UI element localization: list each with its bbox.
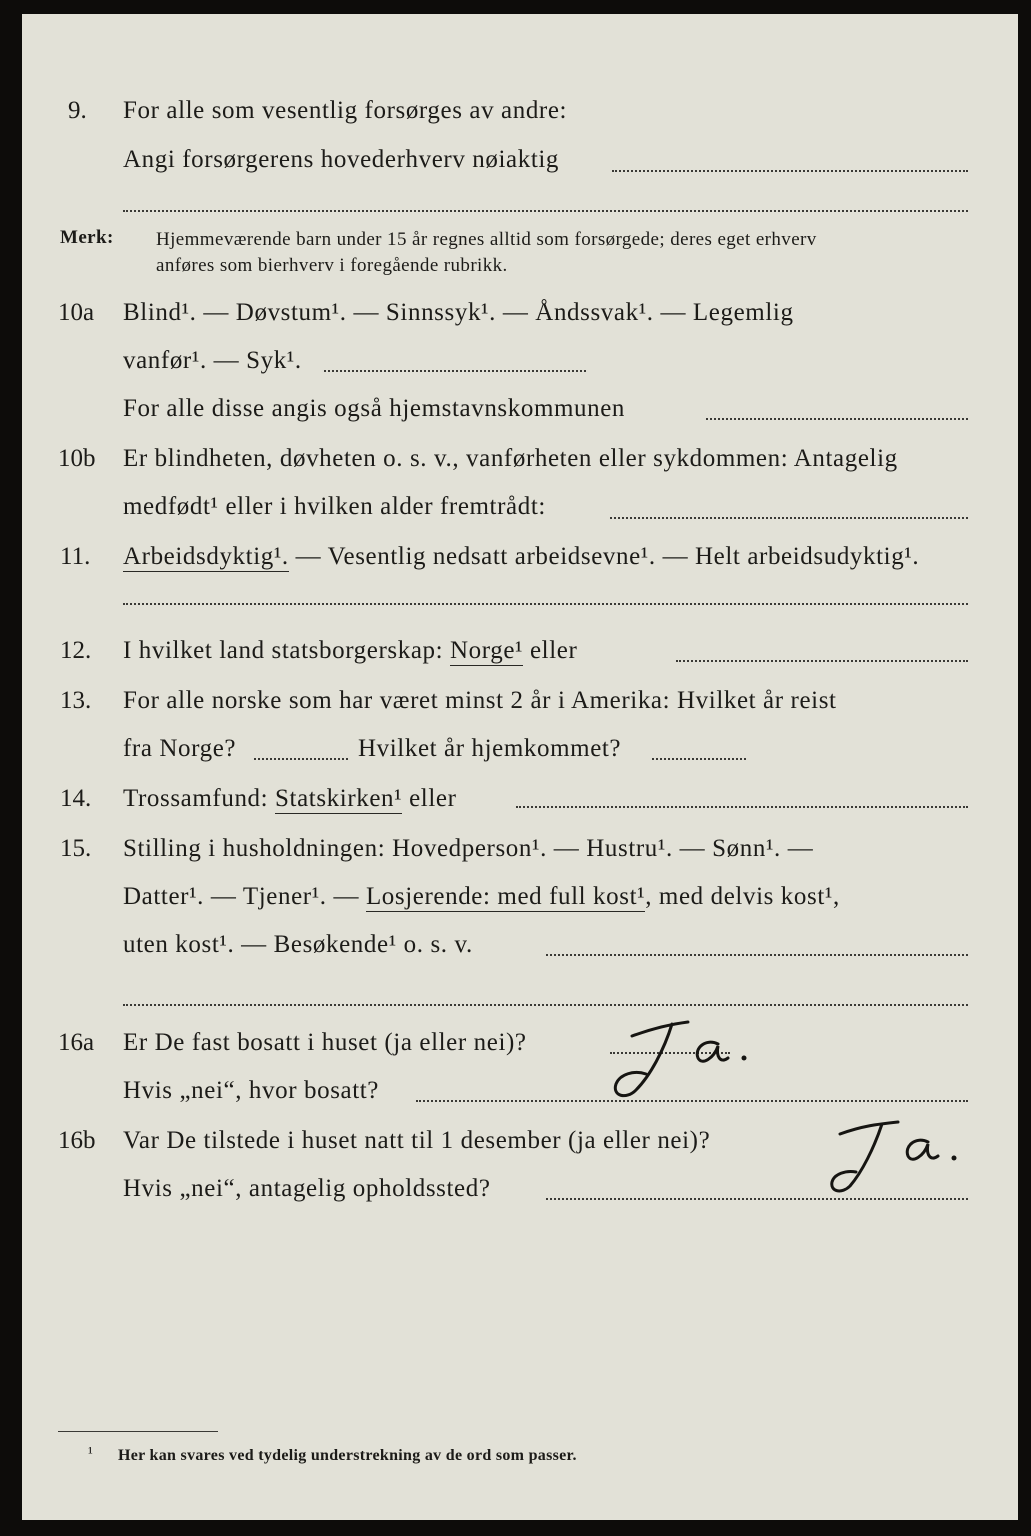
merk-label: Merk: — [60, 227, 114, 248]
merk-text-line1: Hjemmeværende barn under 15 år regnes alltid som forsørgede; deres eget erhverv — [156, 229, 817, 250]
q11-other-options: — Vesentlig nedsatt arbeidsevne¹. — Helt arbeidsudyktig¹. — [288, 543, 920, 570]
q10b-answer-field[interactable] — [610, 517, 968, 519]
q10a-syk-field[interactable] — [324, 370, 586, 372]
q10b-text-line1: Er blindheten, døvheten o. s. v., vanførheten eller sykdommen: Antagelig — [123, 445, 898, 472]
q9-answer-field-extra[interactable] — [123, 210, 968, 212]
q9-number: 9. — [68, 97, 87, 124]
q15-text-line3: uten kost¹. — Besøkende¹ o. s. v. — [123, 931, 473, 958]
q10a-text-line3: For alle disse angis også hjemstavnskommunen — [123, 395, 626, 422]
q16a-bosatt-field[interactable] — [416, 1100, 968, 1102]
q11-answer-field-extra[interactable] — [123, 603, 968, 605]
q13-reist-field[interactable] — [254, 758, 348, 760]
q16a-handwritten-answer — [606, 1014, 756, 1104]
footnote-mark: ¹ — [88, 1445, 94, 1462]
q14-answer-field[interactable] — [516, 806, 968, 808]
q15-option-losjerende-full-kost[interactable]: Losjerende: med full kost¹ — [365, 883, 646, 910]
q12-text: I hvilket land statsborgerskap: Norge¹ eller — [123, 637, 578, 664]
q16b-handwritten-answer — [818, 1114, 968, 1204]
q13-text-line1: For alle norske som har været minst 2 år i Amerika: Hvilket år reist — [123, 687, 837, 714]
q14-text: Trossamfund: Statskirken¹ eller — [123, 785, 457, 812]
q10a-text-line2: vanfør¹. — Syk¹. — [123, 347, 302, 374]
q12-answer-field[interactable] — [676, 660, 968, 662]
merk-text-line2: anføres som bierhverv i foregående rubrikk. — [156, 255, 508, 276]
q15-number: 15. — [60, 835, 92, 862]
q13-text-line2a: fra Norge? — [123, 735, 237, 762]
q16b-text-line2: Hvis „nei“, antagelig opholdssted? — [123, 1175, 491, 1202]
q14-option-statskirken[interactable]: Statskirken¹ — [275, 785, 403, 812]
q10b-number: 10b — [58, 445, 96, 472]
q10a-text-line1: Blind¹. — Døvstum¹. — Sinnssyk¹. — Åndssvak¹. — Legemlig — [123, 299, 794, 326]
q9-text-line2: Angi forsørgerens hovederhverv nøiaktig — [123, 146, 560, 173]
q12-number: 12. — [60, 637, 92, 664]
q16b-text-line1: Var De tilstede i huset natt til 1 desember (ja eller nei)? — [123, 1127, 711, 1154]
q16b-opholdssted-field[interactable] — [546, 1198, 968, 1200]
q9-text-line1: For alle som vesentlig forsørges av andre: — [123, 97, 568, 124]
q10a-hjemstavn-field[interactable] — [706, 418, 968, 420]
footnote-text: Her kan svares ved tydelig understrekning av de ord som passer. — [118, 1447, 577, 1464]
q15-answer-field[interactable] — [546, 954, 968, 956]
q10b-text-line2: medfødt¹ eller i hvilken alder fremtrådt: — [123, 493, 546, 520]
q11-option-arbeidsdyktig[interactable]: Arbeidsdyktig¹. — [123, 543, 289, 570]
q11-text — [123, 542, 919, 572]
q16b-number: 16b — [58, 1127, 96, 1154]
q13-hjemkommet-field[interactable] — [652, 758, 746, 760]
footnote-rule — [58, 1431, 218, 1432]
q15-answer-field-extra[interactable] — [123, 1004, 968, 1006]
q12-option-norge[interactable]: Norge¹ — [450, 637, 524, 664]
census-form-page — [22, 14, 1018, 1520]
q13-text-line2b: Hvilket år hjemkommet? — [358, 735, 622, 762]
q9-answer-field[interactable] — [612, 170, 968, 172]
q16a-number: 16a — [58, 1029, 95, 1056]
q13-number: 13. — [60, 687, 92, 714]
q16a-text-line2: Hvis „nei“, hvor bosatt? — [123, 1077, 380, 1104]
q11-number: 11. — [60, 543, 91, 570]
q15-text-line1: Stilling i husholdningen: Hovedperson¹. — Hustru¹. — Sønn¹. — — [123, 835, 814, 862]
q16a-text-line1: Er De fast bosatt i huset (ja eller nei)? — [123, 1029, 527, 1056]
q15-text-line2: Datter¹. — Tjener¹. — Losjerende: med full kost¹, med delvis kost¹, — [123, 883, 840, 910]
q10a-number: 10a — [58, 299, 95, 326]
q14-number: 14. — [60, 785, 92, 812]
